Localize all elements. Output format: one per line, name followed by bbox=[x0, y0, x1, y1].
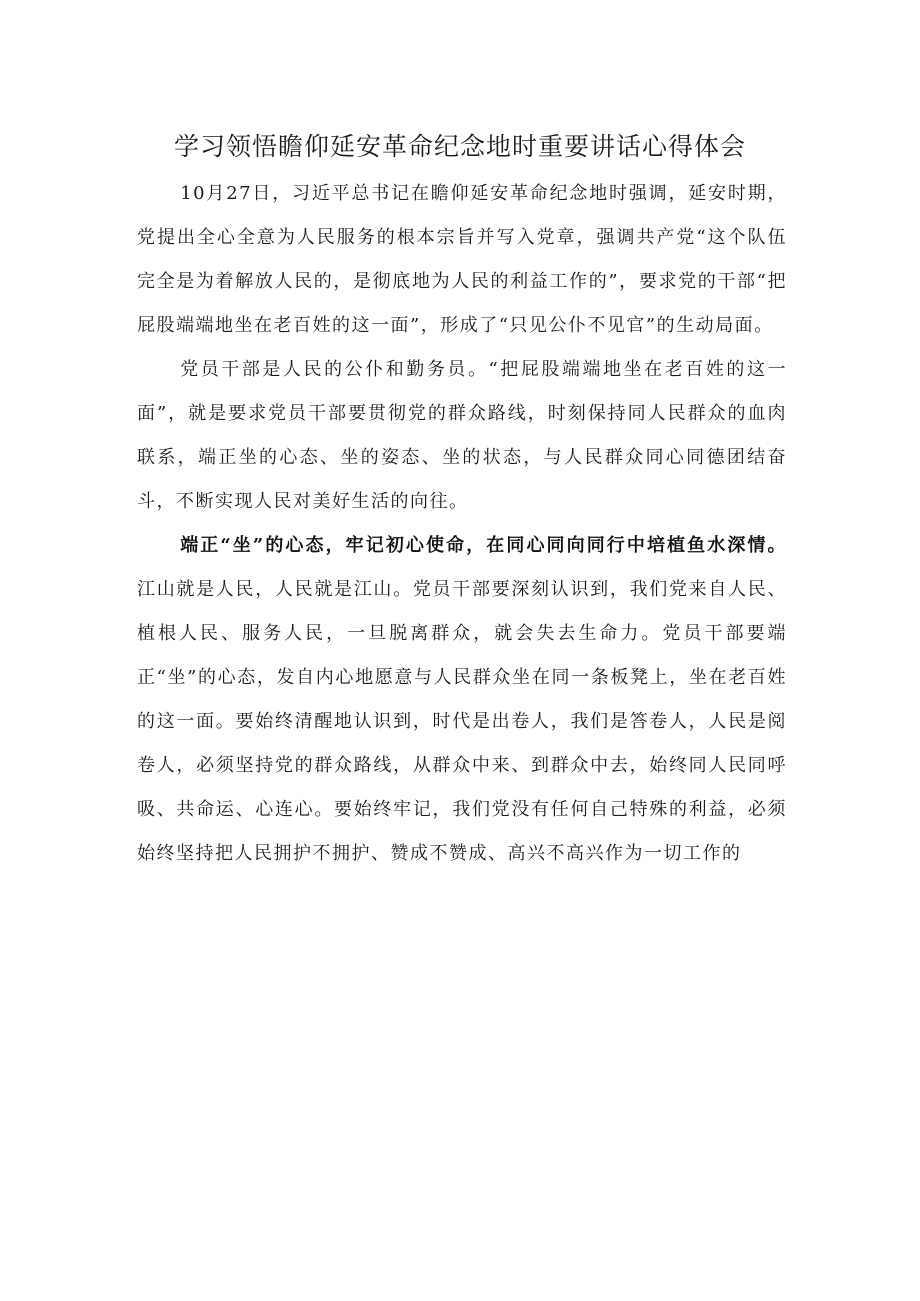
paragraph-1 bbox=[137, 172, 787, 348]
document-title: 学习领悟瞻仰延安革命纪念地时重要讲话心得体会 bbox=[173, 132, 746, 161]
paragraph-2-text: 党员干部是人民的公仆和勤务员。“把屁股端端地坐在老百姓的这一面”，就是要求党员干部要贯彻党的群众路线，时刻保持同人民群众的血肉联系，端正坐的心态、坐的姿态、坐的状态，与人民群众同心同德团结奋斗，不断实现人民对美好生活的向往。 bbox=[137, 359, 787, 512]
paragraph-1-text: 10月27日，习近平总书记在瞻仰延安革命纪念地时强调，延安时期，党提出全心全意为人民服务的根本宗旨并写入党章，强调共产党“这个队伍完全是为着解放人民的，是彻底地为人民的利益工作的”，要求党的干部“把屁股端端地坐在老百姓的这一面”，形成了“只见公仆不见官”的生动局面。 bbox=[137, 183, 787, 336]
document-body bbox=[137, 172, 787, 876]
paragraph-3-text: 江山就是人民，人民就是江山。党员干部要深刻认识到，我们党来自人民、植根人民、服务人民，一旦脱离群众，就会失去生命力。党员干部要端正“坐”的心态，发自内心地愿意与人民群众坐在同一条板凳上，坐在老百姓的这一面。要始终清醒地认识到，时代是出卷人，我们是答卷人，人民是阅卷人，必须坚持党的群众路线，从群众中来、到群众中去，始终同人民同呼吸、共命运、心连心。要始终牢记，我们党没有任何自己特殊的利益，必须始终坚持把人民拥护不拥护、赞成不赞成、高兴不高兴作为一切工作的 bbox=[137, 579, 787, 864]
paragraph-2 bbox=[137, 348, 787, 524]
paragraph-3 bbox=[137, 524, 787, 876]
paragraph-3-lead: 端正“坐”的心态，牢记初心使命，在同心同向同行中培植鱼水深情。 bbox=[180, 535, 787, 556]
